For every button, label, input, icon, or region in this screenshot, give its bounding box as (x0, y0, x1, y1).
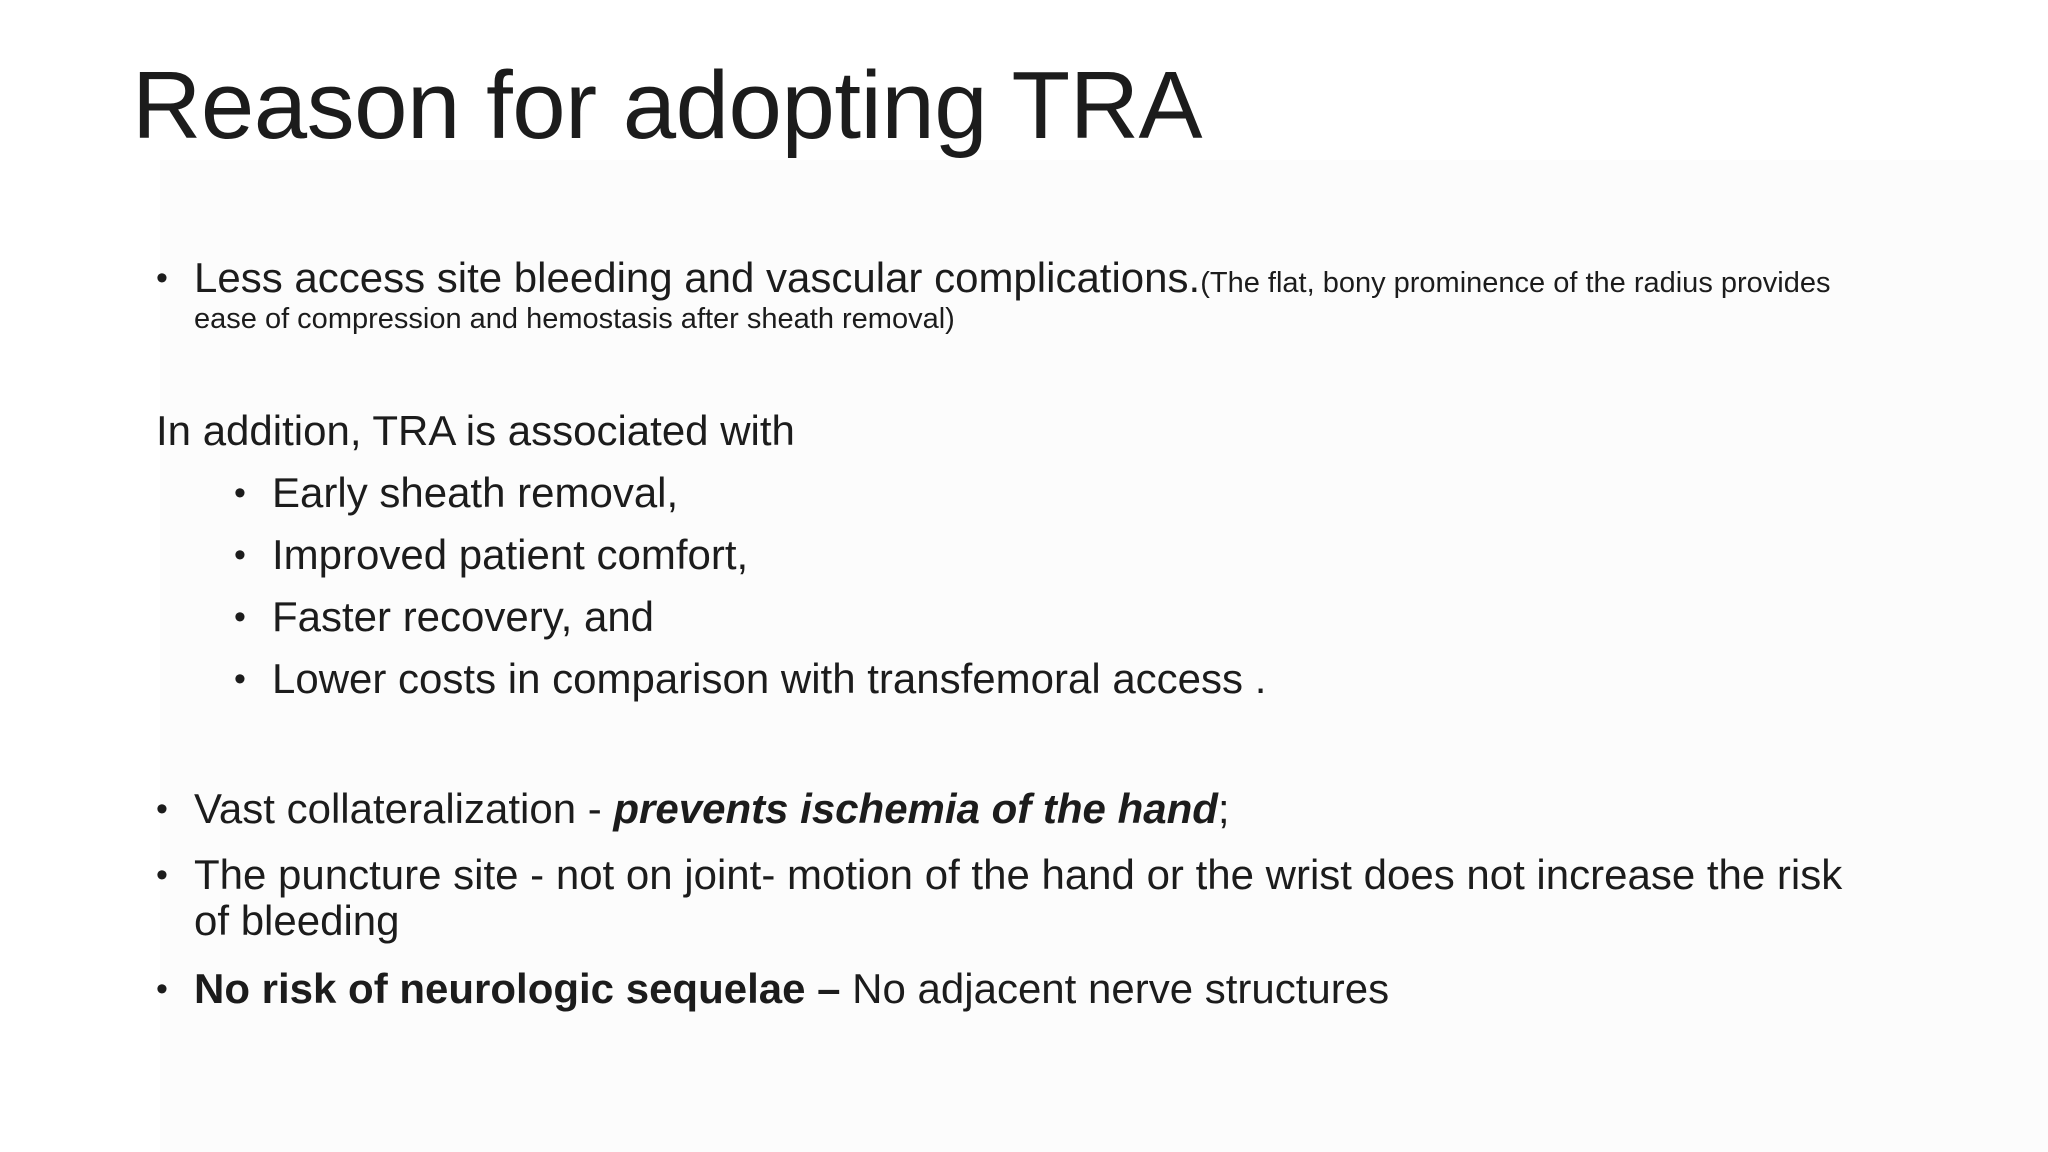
bullet-puncture-site (156, 852, 2016, 944)
bullet-dot: • (156, 259, 168, 297)
addition-item-text: Improved patient comfort, (272, 531, 749, 578)
collateral-prefix: Vast collateralization - (194, 785, 614, 832)
neuro-rest: No adjacent nerve structures (840, 965, 1390, 1012)
puncture-line2: of bleeding (194, 897, 400, 944)
bullet-dot: • (234, 474, 246, 512)
addition-intro: In addition, TRA is associated with (156, 407, 795, 454)
bullet-text (194, 255, 1831, 337)
puncture-line1: The puncture site - not on joint- motion of the hand or the wrist does not increase the risk (194, 851, 1843, 898)
bullet-dot: • (156, 970, 168, 1008)
bullet-note-line1: (The flat, bony prominence of the radius provides (1200, 267, 1831, 299)
bullet-neurologic (156, 966, 2016, 1012)
bullet-access-site (156, 255, 2016, 345)
bullet-dot: • (156, 856, 168, 894)
bullet-collateralization (156, 786, 2016, 832)
bullet-dot: • (234, 660, 246, 698)
bullet-note-line2: ease of compression and hemostasis after sheath removal) (194, 303, 955, 335)
bullet-text (194, 966, 1389, 1012)
bullet-dot: • (234, 536, 246, 574)
bullet-dot: • (156, 790, 168, 828)
bullet-text (194, 852, 1842, 944)
addition-item-text: Lower costs in comparison with transfemoral access . (272, 655, 1267, 702)
addition-item (234, 656, 1434, 702)
neuro-bold: No risk of neurologic sequelae – (194, 965, 841, 1012)
bullet-dot: • (234, 598, 246, 636)
collateral-emphasis: prevents ischemia of the hand (613, 785, 1218, 832)
slide-title: Reason for adopting TRA (132, 52, 1203, 159)
bullet-text (194, 786, 1230, 832)
addition-item (234, 470, 1134, 516)
collateral-suffix: ; (1217, 785, 1230, 832)
addition-item (234, 532, 1134, 578)
addition-item-text: Early sheath removal, (272, 469, 679, 516)
addition-item (234, 594, 1134, 640)
addition-item-text: Faster recovery, and (272, 593, 655, 640)
bullet-main-text: Less access site bleeding and vascular complications. (194, 254, 1201, 301)
